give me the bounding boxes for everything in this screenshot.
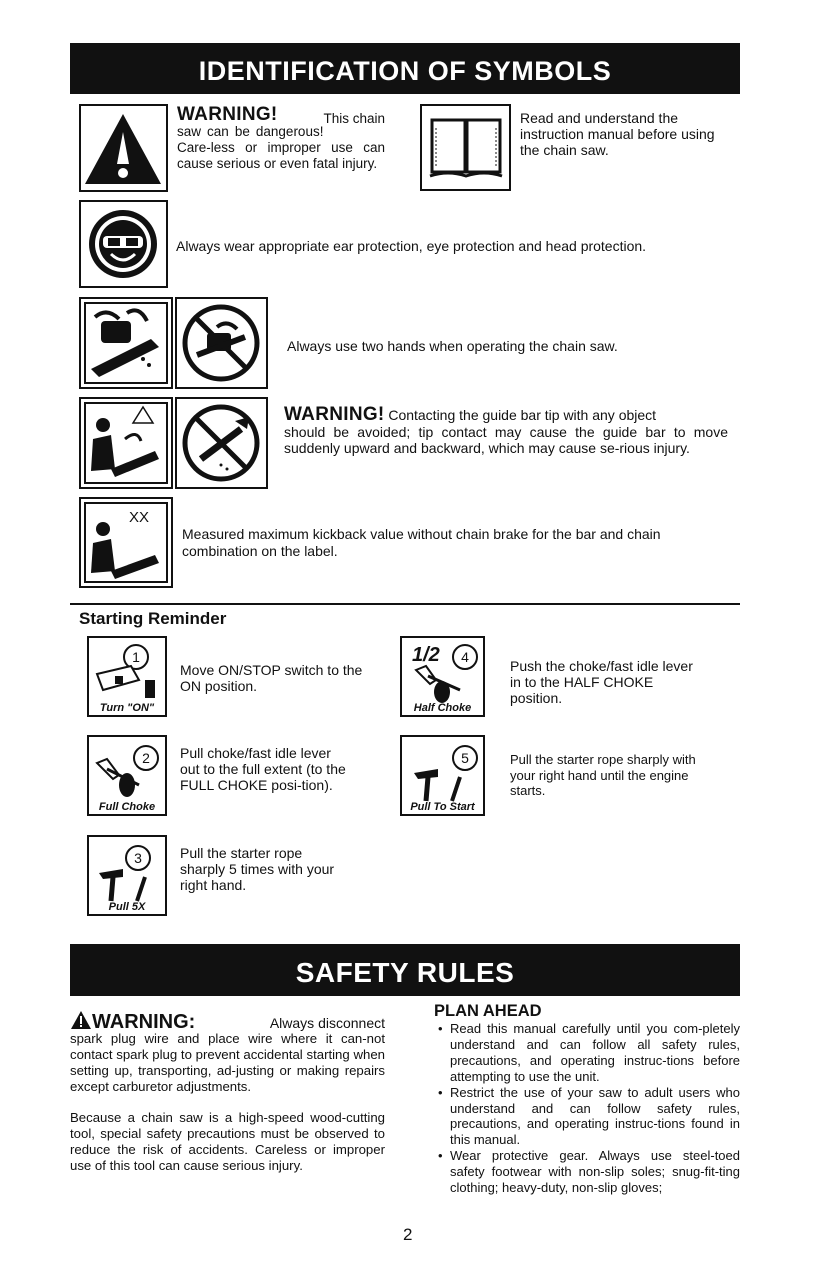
manual-text: Read and understand the instruction manual before using the chain saw.: [520, 110, 715, 158]
head-protection-icon: [81, 202, 166, 286]
measured-text: Measured maximum kickback value without chain brake for the bar and chain combination on the label.: [182, 526, 661, 559]
two-hands-text: Always use two hands when operating the chain saw.: [287, 338, 618, 354]
step-caption: Full Choke: [98, 801, 156, 813]
manual-symbol: [420, 104, 511, 191]
two-hands-symbol: [79, 297, 173, 389]
choke-lever-icon: [89, 745, 165, 805]
step-caption: Half Choke: [413, 702, 472, 714]
identification-header: IDENTIFICATION OF SYMBOLS: [70, 43, 740, 94]
section-divider: [70, 603, 740, 605]
step-caption: Pull 5X: [108, 901, 146, 913]
switch-icon: [89, 644, 165, 704]
protection-symbol: [79, 200, 168, 288]
safety-paragraph: Because a chain saw is a high-speed wood-cutting tool, special safety precautions must be observed to reduce the risk of accidents. Careless or improper use of this tool can cause serious injury.: [70, 1110, 385, 1173]
safety-warning-body: spark plug wire and place wire where it can-not contact spark plug to prevent accidental starting when setting up, transporting, ad-justing or making repairs except carburetor adjustments.: [70, 1031, 385, 1094]
kickback-title: WARNING!: [284, 404, 385, 425]
tip-contact-prohibited-symbol: [175, 397, 268, 489]
list-item: • Restrict the use of your saw to adult users who understand and can follow safety rules, precautions, and operating instruc-tions found in this manual.: [434, 1085, 740, 1149]
kickback-text: [284, 404, 728, 456]
kickback-icon: [81, 399, 171, 487]
warning-triangle-icon: [81, 106, 166, 190]
measured-kickback-icon: [81, 499, 171, 586]
starting-reminder-heading: Starting Reminder: [79, 609, 227, 628]
half-choke-lever-icon: [402, 656, 482, 706]
step-number: 2: [133, 745, 159, 771]
step-caption: Turn "ON": [99, 702, 155, 714]
page-number: 2: [403, 1225, 413, 1244]
step-text: Pull choke/fast idle lever out to the full extent (to the FULL CHOKE posi-tion).: [180, 745, 346, 793]
step-pull-5x-box: [87, 835, 167, 916]
step-text: Push the choke/fast idle lever in to the HALF CHOKE position.: [510, 658, 693, 706]
plan-ahead-list: [434, 1021, 740, 1196]
half-fraction: 1/2: [412, 644, 440, 666]
step-number: 5: [452, 745, 478, 771]
kickback-body: should be avoided; tip contact may cause the guide bar to move suddenly upward and backward, which may cause se-rious injury.: [284, 424, 728, 456]
plan-ahead-heading: PLAN AHEAD: [434, 1002, 542, 1020]
warning-title: WARNING!: [177, 104, 278, 125]
step-pull-to-start-box: [400, 735, 485, 816]
warning-body: saw can be dangerous! Care-less or improper use can cause serious or even fatal injury.: [177, 124, 385, 171]
xx-label: XX: [129, 509, 150, 526]
safety-rules-header: SAFETY RULES: [70, 944, 740, 996]
book-icon: [422, 106, 509, 189]
step-number: 1: [123, 644, 149, 670]
step-text: Pull the starter rope sharply with your right hand until the engine starts.: [510, 752, 696, 798]
two-hands-chainsaw-icon: [81, 299, 171, 387]
warning-triangle-symbol: [79, 104, 168, 192]
starter-rope-icon: [89, 847, 165, 907]
kickback-symbol: [79, 397, 173, 489]
warning-lead: This chain: [323, 111, 385, 126]
step-turn-on-box: [87, 636, 167, 717]
step-half-choke-box: [400, 636, 485, 717]
step-text: Pull the starter rope sharply 5 times with your right hand.: [180, 845, 335, 893]
list-item: • Read this manual carefully until you com-pletely understand and can follow all safety rules, precautions, and operating instruc-tions before attempting to use the unit.: [434, 1021, 740, 1085]
kickback-lead: Contacting the guide bar tip with any object: [388, 407, 657, 423]
one-hand-prohibited-symbol: [175, 297, 268, 389]
warning-text: [177, 104, 385, 172]
list-item: • Wear protective gear. Always use steel-toed safety footwear with non-slip soles; snug-fit-ting clothing; heavy-duty, non-slip gloves;: [434, 1148, 740, 1196]
prohibited-tip-contact-icon: [177, 399, 266, 487]
step-number: 3: [125, 845, 151, 871]
step-full-choke-box: [87, 735, 167, 816]
starter-rope-icon: [402, 747, 482, 807]
step-text: Move ON/STOP switch to the ON position.: [180, 662, 363, 694]
step-caption: Pull To Start: [410, 801, 475, 813]
measured-kickback-symbol: [79, 497, 173, 588]
safety-warning-lead: Always disconnect: [269, 1015, 385, 1031]
prohibited-one-hand-icon: [177, 299, 266, 387]
warning-triangle-icon: [70, 1010, 92, 1030]
safety-warning-title: WARNING:: [70, 1010, 195, 1034]
protection-text: Always wear appropriate ear protection, eye protection and head protection.: [176, 238, 647, 254]
step-number: 4: [452, 644, 478, 670]
